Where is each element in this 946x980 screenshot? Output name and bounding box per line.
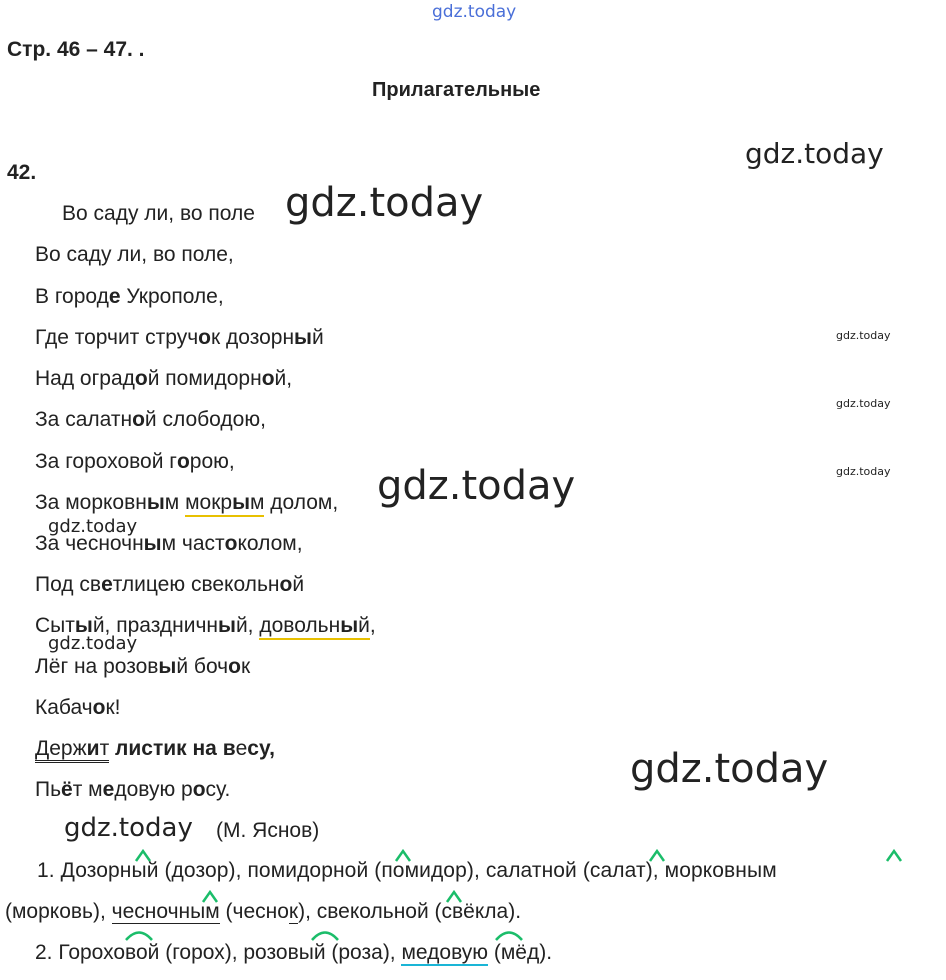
text: Под св	[35, 573, 102, 596]
marked-letter: о	[192, 778, 206, 801]
marked-letter: о	[224, 532, 238, 555]
watermark: gdz.today	[377, 463, 576, 509]
suffix-mark-icon	[648, 848, 666, 862]
poem-line	[35, 243, 234, 267]
text: Во саду ли, во поле,	[35, 243, 234, 266]
text: й	[311, 326, 324, 349]
poem-title: Во саду ли, во поле	[62, 202, 255, 225]
text: долом,	[264, 491, 339, 514]
marked-letter: су,	[247, 737, 275, 760]
text: й боч	[176, 655, 229, 678]
root-arc-icon	[124, 927, 154, 946]
text: к	[240, 655, 251, 678]
marked-letter: листик на в	[109, 737, 236, 760]
watermark: gdz.today	[836, 329, 891, 342]
section-title: Прилагательные	[372, 79, 541, 101]
marked-letter: о	[134, 367, 148, 390]
watermark: gdz.today	[64, 813, 193, 843]
text: За гороховой г	[35, 450, 177, 473]
underlined-letter: к	[288, 900, 299, 923]
exercise-number: 42.	[7, 161, 37, 184]
highlighted-word: мокрым	[185, 491, 264, 517]
poem-line	[35, 696, 120, 720]
text: ,	[369, 614, 376, 637]
text: тлицею свекольн	[112, 573, 280, 596]
poem-line	[35, 408, 266, 432]
text: Кабач	[35, 696, 93, 719]
poem-line	[35, 737, 275, 761]
text: (мёд).	[488, 941, 553, 964]
root-arc-icon	[310, 927, 340, 946]
poem-line	[35, 367, 292, 391]
text: й	[292, 573, 305, 596]
text: й,	[274, 367, 293, 390]
watermark: gdz.today	[48, 516, 138, 537]
watermark-top: gdz.today	[432, 2, 517, 22]
watermark: gdz.today	[836, 397, 891, 410]
text: рою,	[189, 450, 235, 473]
marked-letter: о	[132, 408, 145, 431]
marked-letter: ы	[74, 614, 93, 637]
text: к!	[105, 696, 121, 719]
poem-line	[35, 491, 338, 515]
text: В город	[35, 285, 109, 308]
marked-letter: ё	[61, 778, 73, 801]
marked-letter: ы	[218, 614, 236, 637]
text: ), свекольной (свёкла).	[298, 900, 522, 923]
suffix-mark-icon	[201, 889, 219, 903]
text: й, праздничн	[92, 614, 219, 637]
marked-letter: о	[92, 696, 106, 719]
text: е	[235, 737, 248, 760]
suffix-mark-icon	[445, 889, 463, 903]
watermark: gdz.today	[48, 633, 138, 654]
analysis-line-2	[35, 941, 552, 965]
text: к дозорн	[210, 326, 295, 349]
poem-line	[35, 450, 235, 474]
text: й слободою,	[144, 408, 266, 431]
poem-line	[35, 532, 303, 556]
underlined-word: чесночным	[111, 900, 220, 923]
text: Лёг на розов	[35, 655, 159, 678]
text: Где торчит струч	[35, 326, 199, 349]
watermark: gdz.today	[630, 746, 829, 792]
text: (чесно	[219, 900, 289, 923]
text: Сыт	[35, 614, 75, 637]
suffix-mark-icon	[885, 848, 903, 862]
root-arc-icon	[494, 927, 524, 946]
text: Над оград	[35, 367, 135, 390]
text: (морковь),	[5, 900, 112, 923]
underlined-word: медовую	[401, 941, 489, 964]
poem-line	[35, 614, 376, 638]
page-header: Стр. 46 – 47. .	[7, 38, 145, 61]
text: Пь	[35, 778, 62, 801]
suffix-mark-icon	[134, 848, 152, 862]
watermark: gdz.today	[285, 180, 484, 226]
marked-letter: о	[198, 326, 211, 349]
analysis-line-1b	[5, 900, 521, 924]
text: колом,	[237, 532, 303, 555]
marked-letter: о	[261, 367, 275, 390]
text: За чесночн	[35, 532, 144, 555]
text: й,	[235, 614, 260, 637]
analysis-line-1: 1. Дозорный (дозор), помидорной (помидор), салатной (салат), морковным	[37, 859, 777, 882]
text: м	[164, 491, 186, 514]
marked-letter: ы	[294, 326, 312, 349]
text: Укрополе,	[120, 285, 224, 308]
marked-letter: ы	[158, 655, 177, 678]
text: м част	[161, 532, 225, 555]
marked-letter: ы	[143, 532, 162, 555]
marked-letter: е	[108, 285, 121, 308]
marked-letter: е	[102, 778, 115, 801]
watermark: gdz.today	[836, 465, 891, 478]
text: т м	[72, 778, 103, 801]
marked-letter: о	[176, 450, 190, 473]
poem-line	[35, 655, 250, 679]
text: За салатн	[35, 408, 133, 431]
predicate-word: Держит	[35, 737, 109, 763]
poem-line	[35, 326, 324, 350]
poem-author: (М. Яснов)	[216, 819, 320, 842]
marked-letter: е	[101, 573, 113, 596]
text: су.	[205, 778, 231, 801]
marked-letter: ы	[146, 491, 165, 514]
text: довую р	[114, 778, 193, 801]
text: 2. Гороховой (горох), розовый (роза),	[35, 941, 402, 964]
suffix-mark-icon	[394, 848, 412, 862]
marked-letter: о	[279, 573, 293, 596]
poem-line	[35, 573, 304, 597]
watermark: gdz.today	[745, 137, 884, 170]
poem-line	[35, 285, 224, 309]
marked-letter: о	[228, 655, 241, 678]
highlighted-word: довольный	[259, 614, 370, 640]
text: й помидорн	[147, 367, 262, 390]
text: За морковн	[35, 491, 147, 514]
poem-line	[35, 778, 230, 802]
